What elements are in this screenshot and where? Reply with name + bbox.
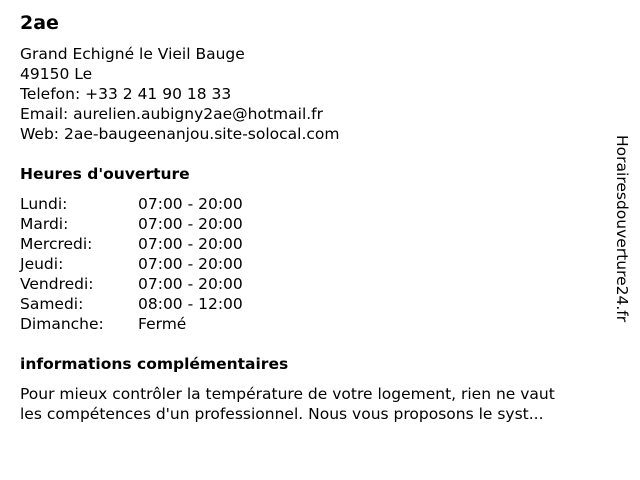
opening-hours-title: Heures d'ouverture [20, 165, 190, 183]
day-label: Mardi: [20, 215, 69, 233]
site-watermark: Horairesdouverture24.fr [613, 135, 631, 323]
hours-row-saturday [20, 294, 243, 314]
web-label: Web: [20, 125, 60, 143]
day-label: Vendredi: [20, 275, 94, 293]
hours-row-friday [20, 274, 243, 294]
email-label: Email: [20, 105, 69, 123]
time-value: 07:00 - 20:00 [138, 255, 243, 273]
day-label: Lundi: [20, 195, 68, 213]
time-value: Fermé [138, 315, 187, 333]
hours-row-wednesday [20, 234, 243, 254]
time-value: 07:00 - 20:00 [138, 235, 243, 253]
phone-row [20, 84, 340, 104]
web-value: 2ae-baugeenanjou.site-solocal.com [63, 125, 340, 143]
time-value: 07:00 - 20:00 [138, 275, 243, 293]
day-label: Samedi: [20, 295, 84, 313]
address-street: Grand Echigné le Vieil Bauge [20, 45, 245, 63]
day-label: Mercredi: [20, 235, 93, 253]
business-name: 2ae [20, 12, 59, 34]
additional-info-text [20, 384, 620, 424]
contact-block [20, 44, 340, 144]
additional-info-title: informations complémentaires [20, 355, 289, 373]
time-value: 08:00 - 12:00 [138, 295, 243, 313]
web-row [20, 124, 340, 144]
email-row [20, 104, 340, 124]
opening-hours-table [20, 194, 243, 334]
phone-value: +33 2 41 90 18 33 [85, 85, 232, 103]
hours-row-monday [20, 194, 243, 214]
hours-row-tuesday [20, 214, 243, 234]
address-city: 49150 Le [20, 65, 93, 83]
time-value: 07:00 - 20:00 [138, 195, 243, 213]
hours-row-thursday [20, 254, 243, 274]
day-label: Jeudi: [20, 255, 64, 273]
day-label: Dimanche: [20, 315, 104, 333]
time-value: 07:00 - 20:00 [138, 215, 243, 233]
phone-label: Telefon: [20, 85, 81, 103]
info-line-2: les compétences d'un professionnel. Nous vous proposons le syst... [20, 405, 544, 423]
hours-row-sunday [20, 314, 243, 334]
info-line-1: Pour mieux contrôler la température de votre logement, rien ne vaut [20, 385, 555, 403]
email-value: aurelien.aubigny2ae@hotmail.fr [73, 105, 324, 123]
